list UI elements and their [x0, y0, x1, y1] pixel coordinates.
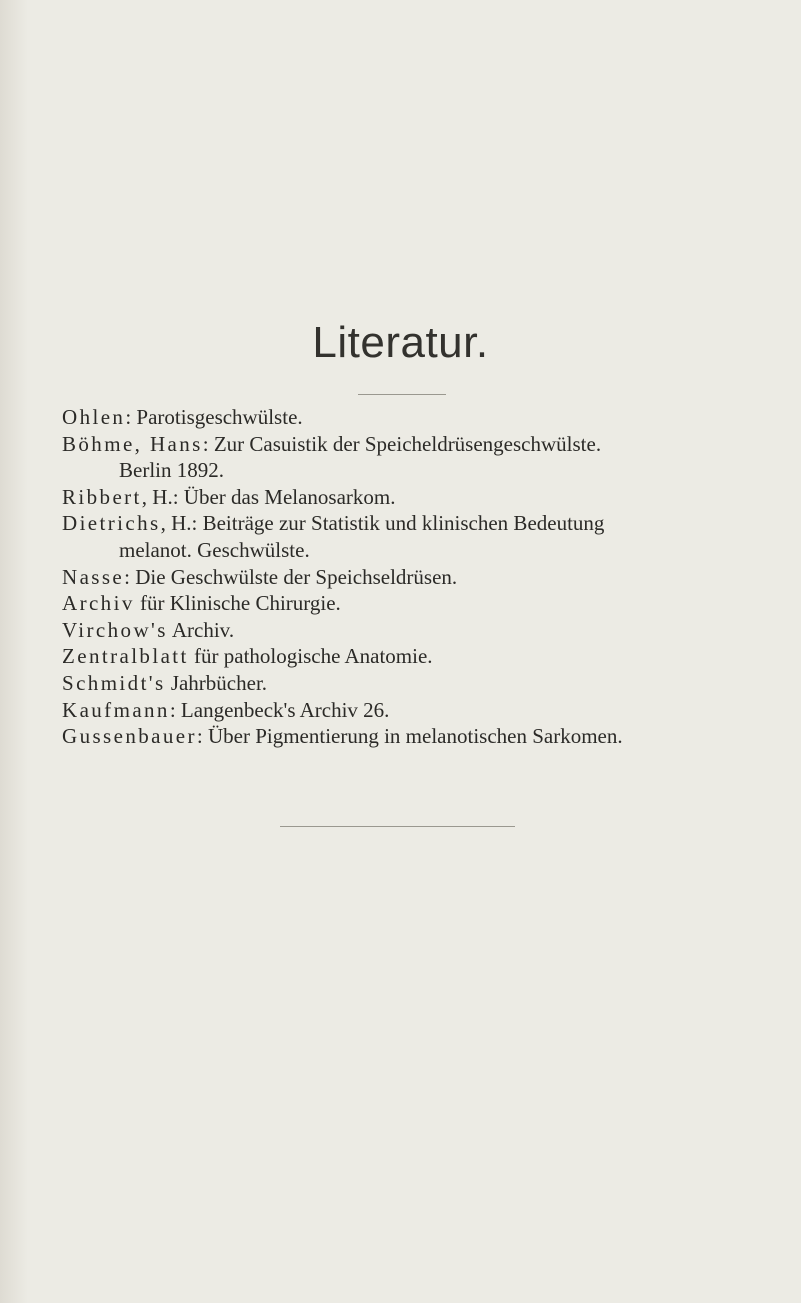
entry-text: für pathologische Anatomie. [188, 644, 433, 669]
entry-author: Ohlen [62, 405, 126, 429]
entry-continuation: melanot. Geschwülste. [119, 537, 310, 562]
entry-text: : Langenbeck's Archiv 26. [169, 697, 390, 722]
literature-list [62, 404, 762, 750]
entry-text: für Klinische Chirurgie. [134, 591, 341, 616]
entry-author: Dietrichs [62, 511, 161, 536]
title-divider [358, 394, 446, 395]
entry-text: Jahrbücher. [165, 670, 268, 695]
entry-text: , H.: Über das Melanosarkom. [141, 484, 396, 509]
entry-text: Archiv. [167, 617, 235, 642]
literature-entry [62, 404, 762, 431]
literature-entry [62, 510, 762, 563]
literature-entry [62, 643, 762, 670]
entry-author: Gussenbauer [62, 724, 197, 749]
entry-text: : Parotisgeschwülste. [125, 405, 303, 429]
entry-text: : Die Geschwülste der Speichseldrüsen. [124, 564, 458, 589]
literature-entry [62, 723, 762, 750]
entry-author: Böhme, Hans [62, 431, 203, 456]
literature-entry [62, 697, 762, 724]
entry-continuation: Berlin 1892. [119, 458, 224, 483]
entry-author: Ribbert [62, 484, 142, 509]
entry-text: : Über Pigmentierung in melanotischen Sarkomen. [196, 724, 623, 749]
entry-author: Virchow's [62, 617, 168, 642]
entry-author: Schmidt's [62, 670, 166, 695]
page-title: Literatur. [312, 318, 489, 367]
entry-author: Archiv [62, 591, 135, 616]
literature-entry [62, 564, 762, 591]
entry-author: Zentralblatt [62, 644, 189, 669]
closing-divider [280, 826, 515, 827]
literature-entry [62, 431, 762, 484]
entry-text: : Zur Casuistik der Speicheldrüsengeschwülste. [202, 431, 602, 456]
entry-author: Nasse [62, 564, 125, 589]
entry-text: , H.: Beiträge zur Statistik und klinischen Bedeutung [160, 511, 605, 536]
literature-entry [62, 590, 762, 617]
literature-entry [62, 617, 762, 644]
entry-author: Kaufmann [62, 697, 170, 722]
literature-entry [62, 484, 762, 511]
literature-entry [62, 670, 762, 697]
